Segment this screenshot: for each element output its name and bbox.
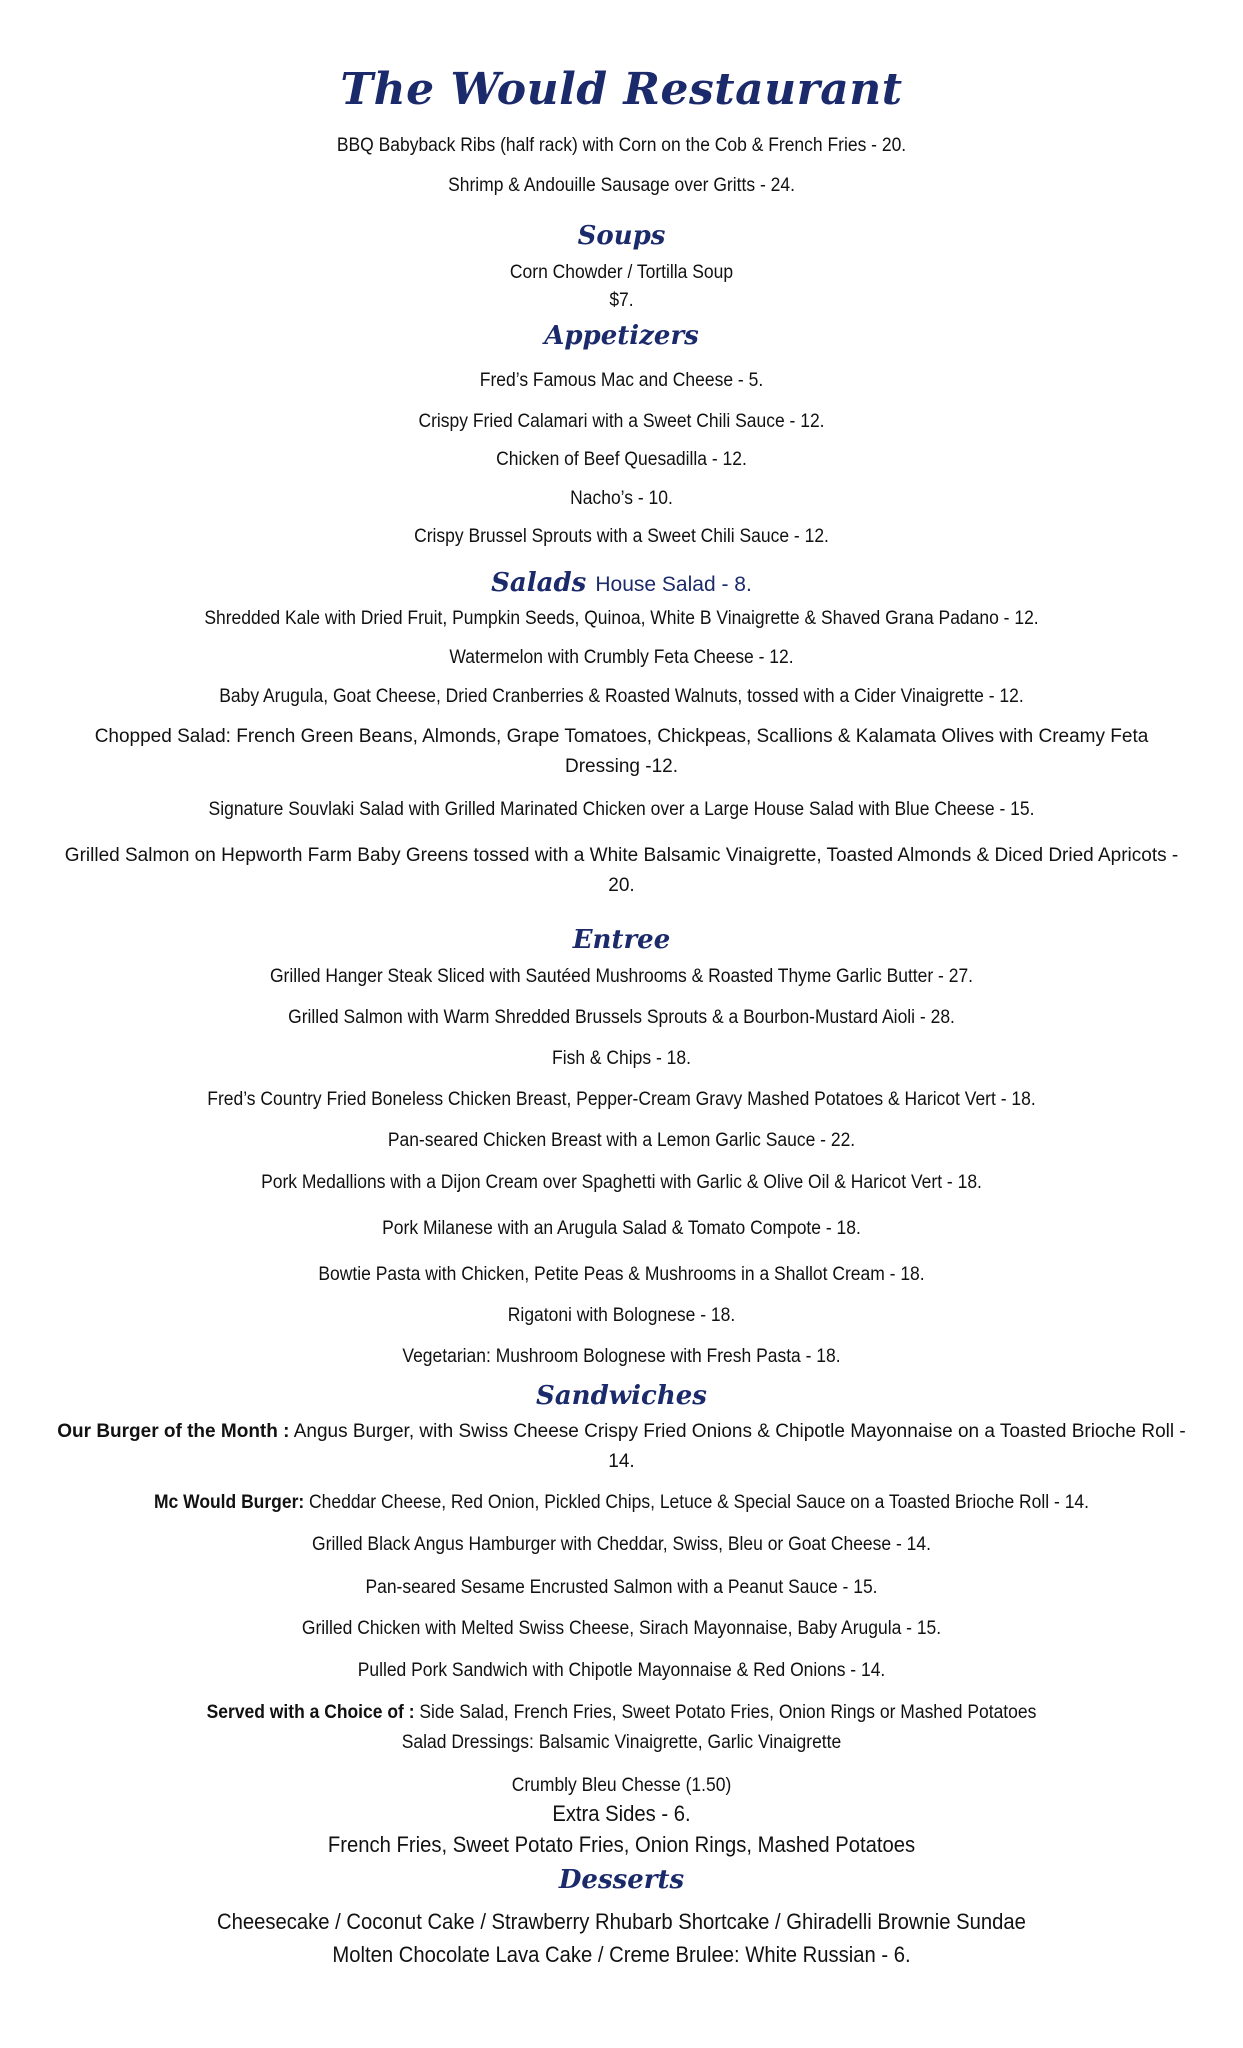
section-heading-soups: Soups (577, 221, 666, 251)
menu-item: Rigatoni with Bolognese - 18. (507, 1305, 736, 1326)
menu-item: Shrimp & Andouille Sausage over Gritts - 24. (448, 175, 795, 196)
menu-item: Fish & Chips - 18. (552, 1048, 691, 1069)
section-heading-salads (0, 565, 1243, 603)
menu-item: Shredded Kale with Dried Fruit, Pumpkin Seeds, Quinoa, White B Vinaigrette & Shaved Grana Padano - 12. (204, 608, 1039, 629)
mc-would-label: Mc Would Burger: (153, 1492, 305, 1513)
extra-sides-list: French Fries, Sweet Potato Fries, Onion Rings, Mashed Potatoes (327, 1832, 916, 1857)
menu-item: Grilled Chicken with Melted Swiss Cheese, Sirach Mayonnaise, Baby Arugula - 15. (301, 1618, 942, 1639)
served-with-choice (105, 1698, 1138, 1728)
menu-item: Cheesecake / Coconut Cake / Strawberry Rhubarb Shortcake / Ghiradelli Brownie Sundae (217, 1909, 1026, 1934)
burger-month-label: Our Burger of the Month : (57, 1421, 290, 1442)
section-heading-desserts: Desserts (558, 1865, 685, 1895)
menu-item: Grilled Hanger Steak Sliced with Sautéed Mushrooms & Roasted Thyme Garlic Butter - 27. (269, 966, 974, 987)
menu-item: Watermelon with Crumbly Feta Cheese - 12. (449, 647, 794, 668)
menu-item: Chicken of Beef Quesadilla - 12. (496, 449, 747, 470)
salads-heading-label: Salads (491, 568, 587, 598)
served-text: Side Salad, French Fries, Sweet Potato Fries, Onion Rings or Mashed Potatoes (419, 1702, 1037, 1723)
menu-item-burger-of-month (55, 1417, 1188, 1477)
extra-sides-label: Extra Sides - 6. (552, 1801, 691, 1826)
menu-item: Grilled Salmon with Warm Shredded Brussels Sprouts & a Bourbon-Mustard Aioli - 28. (288, 1007, 955, 1028)
menu-item: Crispy Brussel Sprouts with a Sweet Chili Sauce - 12. (414, 526, 829, 547)
menu-item: Vegetarian: Mushroom Bolognese with Fresh Pasta - 18. (402, 1346, 841, 1367)
menu-item: Fred’s Famous Mac and Cheese - 5. (479, 370, 764, 391)
menu-item: Crispy Fried Calamari with a Sweet Chili Sauce - 12. (418, 411, 825, 432)
house-salad-item: House Salad - 8. (595, 573, 752, 596)
mc-would-text: Cheddar Cheese, Red Onion, Pickled Chips, Letuce & Special Sauce on a Toasted Brioche Roll - 14. (309, 1492, 1090, 1513)
menu-item: BBQ Babyback Ribs (half rack) with Corn on the Cob & French Fries - 20. (336, 135, 907, 156)
menu-item: Grilled Black Angus Hamburger with Cheddar, Swiss, Bleu or Goat Cheese - 14. (312, 1534, 931, 1555)
menu-item: Pan-seared Sesame Encrusted Salmon with a Peanut Sauce - 15. (365, 1577, 878, 1598)
restaurant-title: The Would Restaurant (340, 64, 903, 115)
section-heading-sandwiches: Sandwiches (536, 1381, 707, 1411)
menu-item: Pulled Pork Sandwich with Chipotle Mayonnaise & Red Onions - 14. (357, 1660, 886, 1681)
menu-item: Grilled Salmon on Hepworth Farm Baby Greens tossed with a White Balsamic Vinaigrette, Toasted Almonds & Diced Dried Apricots - 20. (64, 845, 1179, 896)
menu-item: Pan-seared Chicken Breast with a Lemon Garlic Sauce - 22. (387, 1130, 856, 1151)
served-label: Served with a Choice of : (206, 1702, 415, 1723)
menu-item: Corn Chowder / Tortilla Soup (509, 262, 734, 283)
burger-month-text: Angus Burger, with Swiss Cheese Crispy Fried Onions & Chipotle Mayonnaise on a Toasted Brioche Roll - 14. (293, 1421, 1186, 1472)
crumbly-bleu-option: Crumbly Bleu Chesse (1.50) (511, 1775, 732, 1796)
menu-item-price: $7. (609, 290, 634, 311)
menu-item: Baby Arugula, Goat Cheese, Dried Cranberries & Roasted Walnuts, tossed with a Cider Vinaigrette - 12. (219, 686, 1024, 707)
menu-item: Pork Milanese with an Arugula Salad & Tomato Compote - 18. (382, 1218, 861, 1239)
section-heading-entree: Entree (572, 925, 671, 955)
menu-item: Chopped Salad: French Green Beans, Almonds, Grape Tomatoes, Chickpeas, Scallions & Kalamata Olives with Creamy Feta Dressing -12. (94, 726, 1149, 777)
menu-item: Pork Medallions with a Dijon Cream over Spaghetti with Garlic & Olive Oil & Haricot Vert - 18. (261, 1172, 982, 1193)
section-heading-appetizers: Appetizers (544, 321, 699, 351)
menu-item-mc-would-burger (105, 1488, 1138, 1518)
salad-dressings: Salad Dressings: Balsamic Vinaigrette, Garlic Vinaigrette (401, 1732, 842, 1753)
menu-item: Nacho’s - 10. (570, 488, 673, 509)
menu-item: Bowtie Pasta with Chicken, Petite Peas & Mushrooms in a Shallot Cream - 18. (318, 1264, 925, 1285)
menu-item: Fred’s Country Fried Boneless Chicken Breast, Pepper-Cream Gravy Mashed Potatoes & Haricot Vert - 18. (207, 1089, 1036, 1110)
menu-item: Molten Chocolate Lava Cake / Creme Brulee: White Russian - 6. (332, 1942, 911, 1967)
menu-item: Signature Souvlaki Salad with Grilled Marinated Chicken over a Large House Salad with Blue Cheese - 15. (208, 799, 1035, 820)
